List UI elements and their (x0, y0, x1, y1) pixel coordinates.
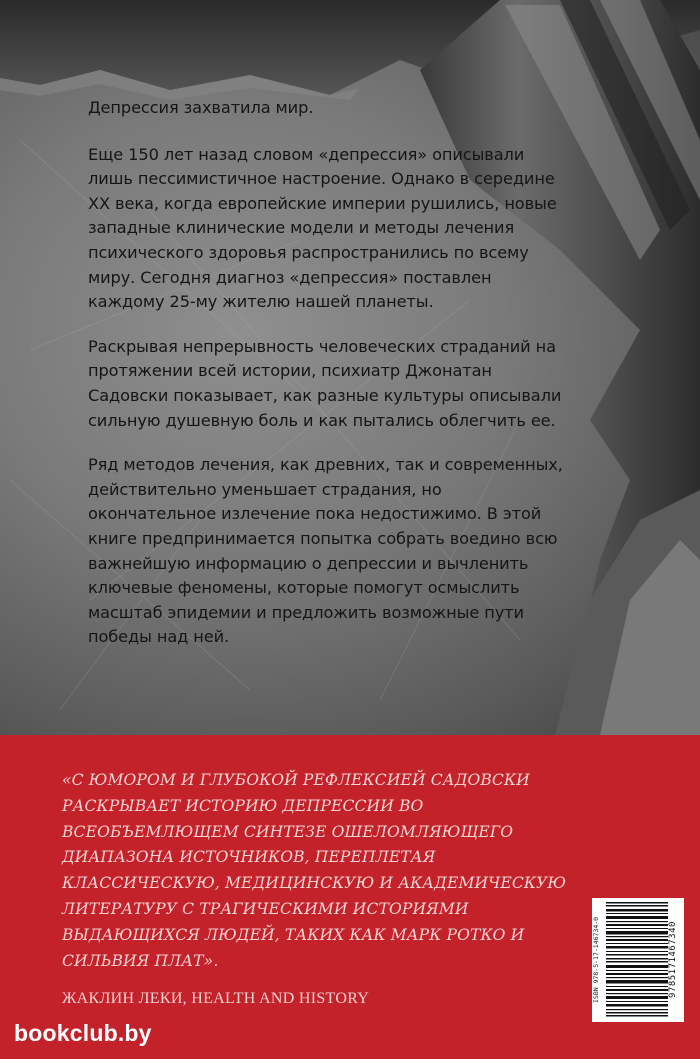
paragraph-treatment: Ряд методов лечения, как древних, так и современных, действительно уменьшает страдания, но окончательное излечение пока недостижимо. В этой книге предпринимается попытка собрать воедино всю важнейшую информацию о депрессии и вычленить ключевые феномены, которые помогут осмыслить масштаб эпидемии и предложить возможные пути победы над ней. (88, 455, 563, 647)
paragraph-intro: Депрессия захватила мир. (88, 98, 314, 117)
isbn-label: ISBN 978-5-17-146734-0 (592, 916, 600, 1004)
review-quote: «С ЮМОРОМ И ГЛУБОКОЙ РЕФЛЕКСИЕЙ САДОВСКИ РАСКРЫВАЕТ ИСТОРИЮ ДЕПРЕССИИ ВО ВСЕОБЪЕМЛЮЩЕМ СИНТЕЗЕ ОШЕЛОМЛЯЮЩЕГО ДИАПАЗОНА ИСТОЧНИКОВ, ПЕРЕПЛЕТАЯ КЛАССИЧЕСКУЮ, МЕДИЦИНСКУЮ И АКАДЕМИЧЕСКУЮ ЛИТЕРАТУРУ С ТРАГИЧЕСКИМИ ИСТОРИЯМИ ВЫДАЮЩИХСЯ ЛЮДЕЙ, ТАКИХ КАК МАРК РОТКО И СИЛЬВИЯ ПЛАТ». (62, 771, 567, 970)
isbn-digits: 9785171467340 (668, 921, 678, 999)
paragraph-history: Еще 150 лет назад словом «депрессия» описывали лишь пессимистичное настроение. Однако в середине XX века, когда европейские империи рушились, новые западные клинические модели и методы лечения психического здоровья распространились по всему миру. Сегодня диагноз «депрессия» поставлен каждому 25-му жителю нашей планеты. (88, 144, 557, 312)
site-watermark: bookclub.by (14, 1020, 152, 1046)
isbn-barcode (592, 898, 684, 1022)
quote-attribution: ЖАКЛИН ЛЕКИ, HEALTH AND HISTORY (62, 990, 370, 1007)
description-text (88, 96, 568, 670)
paragraph-author: Раскрывая непрерывность человеческих страданий на протяжении всей истории, психиатр Джонатан Садовски показывает, как разные культуры описывали сильную душевную боль и как пытались облегчить ее. (88, 336, 562, 430)
barcode-bars (606, 902, 668, 1018)
